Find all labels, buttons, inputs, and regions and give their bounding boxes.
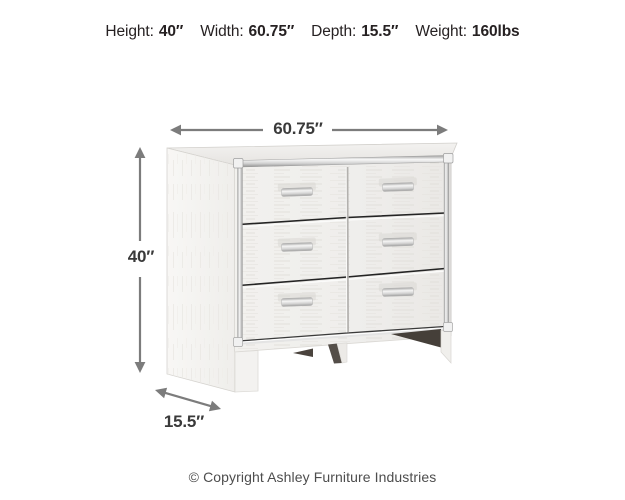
drawer-handle bbox=[379, 282, 417, 296]
spec-depth-label: Depth: bbox=[311, 23, 357, 40]
spec-width-value: 60.75″ bbox=[248, 23, 295, 40]
drawer-handle bbox=[278, 292, 316, 306]
spec-height-value: 40″ bbox=[158, 23, 184, 40]
dresser-side-panel bbox=[167, 148, 235, 392]
drawer-handle bbox=[278, 182, 316, 196]
spec-width-label: Width: bbox=[200, 23, 244, 40]
dresser-front bbox=[235, 159, 451, 352]
dresser bbox=[167, 143, 457, 392]
copyright-text: © Copyright Ashley Furniture Industries bbox=[188, 469, 437, 485]
drawer-handle bbox=[379, 232, 417, 246]
depth-dimension-label: 15.5″ bbox=[163, 412, 205, 431]
depth-dimension-arrow bbox=[155, 388, 221, 412]
width-dimension-label: 60.75″ bbox=[273, 119, 323, 138]
spec-weight-label: Weight: bbox=[415, 23, 467, 40]
spec-depth-value: 15.5″ bbox=[361, 23, 399, 40]
drawer-handle bbox=[379, 177, 417, 191]
spec-weight-value: 160lbs bbox=[471, 23, 520, 40]
drawer-handle bbox=[278, 237, 316, 251]
spec-height-label: Height: bbox=[105, 23, 154, 40]
height-dimension-label: 40″ bbox=[127, 247, 155, 266]
